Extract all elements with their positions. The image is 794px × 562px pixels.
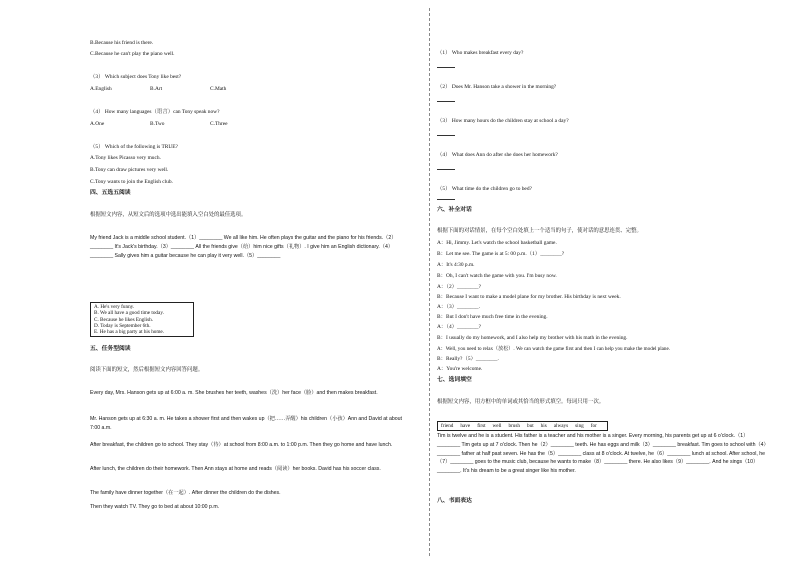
option: B.Art: [150, 86, 163, 92]
option-c: C.Tony wants to join the English club.: [90, 179, 173, 185]
option-a: A. He's very funny.: [94, 304, 135, 310]
question-4: （4） How many languages（语言）can Tony speak now?: [90, 109, 220, 115]
answer-line[interactable]: [437, 169, 455, 170]
dialog-line: A：（3）________.: [437, 304, 480, 310]
page-divider: [429, 8, 430, 556]
passage-paragraph: After breakfast, the children go to school. They stay（待）at school from 8:00 a.m. to 1:00 p.m. Then they go home and have lunch.: [90, 442, 393, 448]
passage-paragraph: After lunch, the children do their homework. Then Ann stays at home and reads（阅读）her books. David has his soccer class.: [90, 466, 381, 472]
option: C.Math: [210, 86, 227, 92]
dialog-line: A：It's 4:30 p.m.: [437, 262, 475, 268]
passage-paragraph: Then they watch TV. They go to bed at about 10:00 p.m.: [90, 504, 220, 510]
dialog-line: B：Because I want to make a model plane for my brother. His birthday is next week.: [437, 294, 621, 300]
section-8-title: 八、书面表达: [437, 498, 472, 504]
word: well: [492, 423, 502, 429]
option: A.English: [90, 86, 112, 92]
word: always: [553, 423, 569, 429]
section-7-passage: Tim is twelve and he is a student. His father is a teacher and his mother is a singer. Every morning, his parents get up at 6 o'clock.（1）________ Tim gets up at 7 o'clock. Then he（2）________ teeth. He has eggs and milk（3）________ breakfast. Tim goes to school with（4）________ father at half past seven. He has the（5）________ class at 8 o'clock. At twelve, he（6）________ lunch at school. After school, he（7）________ goes to the music club, because he wants to make（8）________ there. He also likes（9）________. And he sings（10）________. It's his dream to be a great singer like his mother.: [437, 433, 769, 475]
word: but: [527, 423, 534, 429]
dialog-line: A：（2）________?: [437, 284, 482, 290]
option: A.One: [90, 121, 105, 127]
question-1: （1） Who makes breakfast every day?: [437, 50, 524, 56]
dialog-line: B：Really?（5）________.: [437, 356, 499, 362]
dialog-line: A：You're welcome.: [437, 366, 483, 372]
section-4-passage: My friend Jack is a middle school student.（1）________ We all like him. He often plays the guitar and the piano for his friends.（2）________ It's Jack's birthday.（3）________ All the friends give（给）him nice gifts（礼物）. I give him an English dictionary.（4）________ Sally gives him a guitar because he can play it very well.（5）________: [90, 235, 397, 259]
option-c: C.Because he can't play the piano well.: [90, 51, 175, 57]
answer-line[interactable]: [437, 67, 455, 68]
word: friend: [441, 423, 454, 429]
dialog-line: B：Oh, I can't watch the game with you. I'm busy now.: [437, 273, 557, 279]
answer-line[interactable]: [437, 135, 455, 136]
section-6-title: 六、补全对话: [437, 207, 472, 213]
dialog-line: B：But I don't have much free time in the evening.: [437, 314, 548, 320]
word-bank-box: [437, 421, 608, 431]
passage-paragraph: Every day, Mrs. Hanson gets up at 6:00 a. m. She brushes her teeth, washes（洗）her face（脸）and then makes breakfast.: [90, 390, 378, 396]
dialog-line: B：I usually do my homework, and I also help my brother with his math in the evening.: [437, 335, 628, 341]
option: C.Three: [210, 121, 228, 127]
option-b: B.Tony can draw pictures very well.: [90, 167, 169, 173]
passage-paragraph: Mr. Hanson gets up at 6:30 a. m. He takes a shower first and then wakes up（把……弄醒）his children（小孩）Ann and David at about 7:00 a.m.: [90, 416, 402, 431]
option-c: C. Because he likes English.: [94, 316, 154, 323]
section-7-instructions: 根据短文内容，用方框中的单词或其恰当的形式填空。每词只用一次。: [437, 399, 605, 405]
option-d: D. Today is September 6th.: [94, 322, 151, 329]
question-4-options: [90, 121, 270, 127]
dialog-line: A：Hi, Jimmy. Let's watch the school basketball game.: [437, 240, 557, 246]
word: for: [590, 423, 597, 429]
word: first: [477, 423, 486, 429]
section-5-title: 五、任务型阅读: [90, 346, 131, 352]
section-6-instructions: 根据下面的对话情景，在每个空白处填上一个适当的句子，使对话的意思连贯、完整。: [437, 228, 642, 234]
section-7-title: 七、选词填空: [437, 377, 472, 383]
dialog-line: B：Let me see. The game is at 5: 00 p.m.（1）________?: [437, 251, 565, 257]
question-3: （3） Which subject does Tony like best?: [90, 74, 182, 80]
dialog-line: A：（4）________?: [437, 324, 482, 330]
word: have: [460, 423, 471, 429]
word: brush: [508, 423, 521, 429]
question-4: （4） What does Ann do after she does her homework?: [437, 152, 558, 158]
option: B.Two: [150, 121, 165, 127]
question-3: （3） How many hours do the children stay at school a day?: [437, 118, 569, 124]
passage-paragraph: The family have dinner together（在一起）. After dinner the children do the dishes.: [90, 490, 281, 496]
section-4-options-box: [90, 302, 194, 337]
answer-line[interactable]: [437, 199, 455, 200]
question-5: （5） Which of the following is TRUE?: [90, 144, 178, 150]
section-4-title: 四、五选五阅读: [90, 190, 131, 196]
question-3-options: [90, 86, 270, 92]
section-5-instructions: 阅读下面的短文，然后根据短文内容回答问题。: [90, 367, 204, 373]
option-a: A.Tony likes Picasso very much.: [90, 155, 161, 161]
option-b: B. We all have a good time today.: [94, 310, 164, 317]
dialog-line: A：Well, you need to relax（放松）. We can watch the game first and then I can help you make the model plane.: [437, 346, 670, 352]
section-4-instructions: 根据短文内容，从短文后的选项中选出能填入空白处的最佳选项。: [90, 212, 247, 218]
question-5: （5） What time do the children go to bed?: [437, 186, 532, 192]
option-e: E. He has a big party at his home.: [94, 329, 165, 336]
option-b: B.Because his friend is there.: [90, 40, 154, 46]
question-2: （2） Does Mr. Hanson take a shower in the morning?: [437, 84, 557, 90]
word: sing: [575, 423, 584, 429]
word: his: [540, 423, 547, 429]
answer-line[interactable]: [437, 101, 455, 102]
